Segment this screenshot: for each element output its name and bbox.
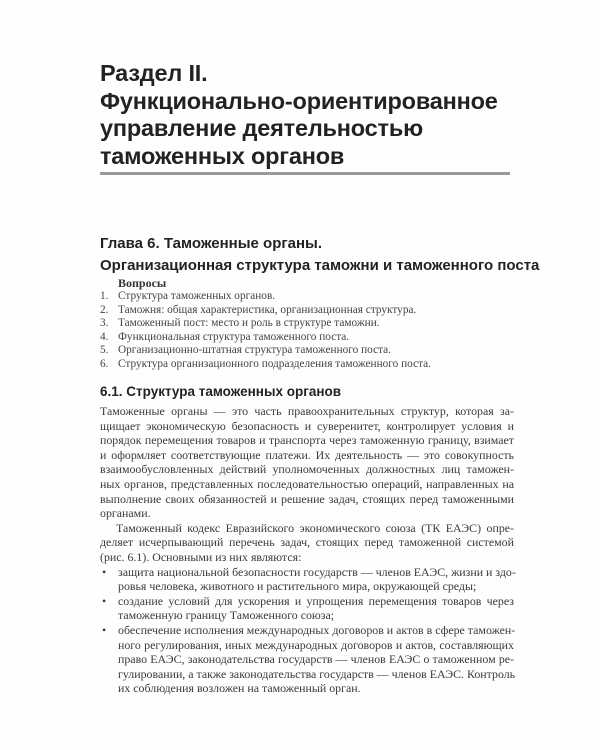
text-line: ровья человека, животного и растительного мира, окружающей среды; [118, 579, 477, 594]
paragraph [100, 521, 514, 565]
list-item [100, 331, 520, 345]
part-title [100, 60, 520, 171]
bullet-icon: • [102, 593, 107, 608]
bullet-icon: • [102, 564, 107, 579]
item-number: 4. [100, 330, 109, 343]
item-number: 1. [100, 290, 109, 302]
text-line: деляет исчерпывающий перечень задач, стоящих перед таможенной системой [100, 535, 514, 550]
text-line: таможенную границу Таможенного союза; [118, 608, 335, 623]
item-number: 2. [100, 303, 109, 316]
text-line: их соблюдения возложен на таможенный орган. [118, 681, 361, 696]
bullet-item [100, 594, 514, 623]
text-line: право ЕАЭС, законодательства государств — членов ЕАЭС о таможенном ре- [118, 652, 514, 667]
text-line: (рис. 6.1). Основными из них являются: [100, 549, 302, 564]
title-divider [100, 172, 510, 175]
text-line: органами. [100, 506, 151, 521]
text-line: • защита национальной безопасности государств — членов ЕАЭС, жизни и здо- [102, 564, 516, 579]
bullet-item [100, 623, 514, 696]
item-number: 3. [100, 317, 109, 330]
section-heading: 6.1. Структура таможенных органов [100, 384, 342, 399]
text-line: порядок перемещения товаров и транспорта через таможенную границу, взимает [100, 433, 514, 448]
item-number: 6. [100, 357, 109, 370]
chapter-title-line: Глава 6. Таможенные органы. [100, 235, 323, 252]
body-text [100, 404, 514, 696]
text-line: • создание условий для ускорения и упрощения перемещения товаров через [102, 593, 514, 608]
item-text: Структура таможенных органов. [118, 290, 276, 302]
chapter-title-line: Организационная структура таможни и таможенного поста [100, 257, 540, 274]
text-line: щищает экономическую безопасность и суверенитет, контролирует условия и [100, 418, 514, 433]
part-title-line: Функционально-ориентированное [100, 87, 498, 114]
list-item [100, 358, 520, 372]
text-line: Таможенный кодекс Евразийского экономического союза (ТК ЕАЭС) опре- [116, 520, 514, 535]
bullet-icon: • [102, 622, 107, 637]
list-item [100, 317, 520, 331]
part-title-line: управление деятельностью [100, 115, 423, 142]
item-text: Структура организационного подразделения таможенного поста. [118, 357, 431, 370]
questions-label: Вопросы [118, 276, 167, 290]
text-line: и оформляет соответствующие платежи. Их деятельность — это совокупность [100, 447, 514, 462]
questions-list [100, 290, 520, 372]
text-line: гулировании, а также законодательства государств — членов ЕАЭС. Контроль [118, 666, 516, 681]
item-text: Организационно-штатная структура таможенного поста. [118, 344, 392, 357]
list-item [100, 344, 520, 358]
paragraph [100, 404, 514, 521]
item-number: 5. [100, 344, 109, 357]
text-line: ных органов, представленных последовательностью операций, направленных на [100, 476, 514, 491]
item-text: Таможенный пост: место и роль в структуре таможни. [118, 317, 380, 330]
part-title-line: таможенных органов [100, 143, 345, 170]
part-title-line: Раздел II. [100, 60, 208, 86]
item-text: Таможня: общая характеристика, организационная структура. [118, 303, 417, 316]
text-line: ного регулирования, иных международных договоров и актов, составляющих [118, 637, 514, 652]
bullet-item [100, 565, 514, 594]
text-line: выполнение своих обязанностей и решение задач, стоящих перед таможенными [100, 491, 514, 506]
list-item [100, 290, 520, 304]
list-item [100, 304, 520, 318]
text-line: • обеспечение исполнения международных договоров и актов в сфере таможен- [102, 622, 516, 637]
chapter-title [100, 233, 540, 277]
text-line: взаимообусловленных действий уполномоченных должностных лиц таможен- [100, 462, 514, 477]
item-text: Функциональная структура таможенного поста. [118, 330, 350, 343]
text-line: Таможенные органы — это часть правоохранительных структур, которая за- [100, 404, 514, 418]
